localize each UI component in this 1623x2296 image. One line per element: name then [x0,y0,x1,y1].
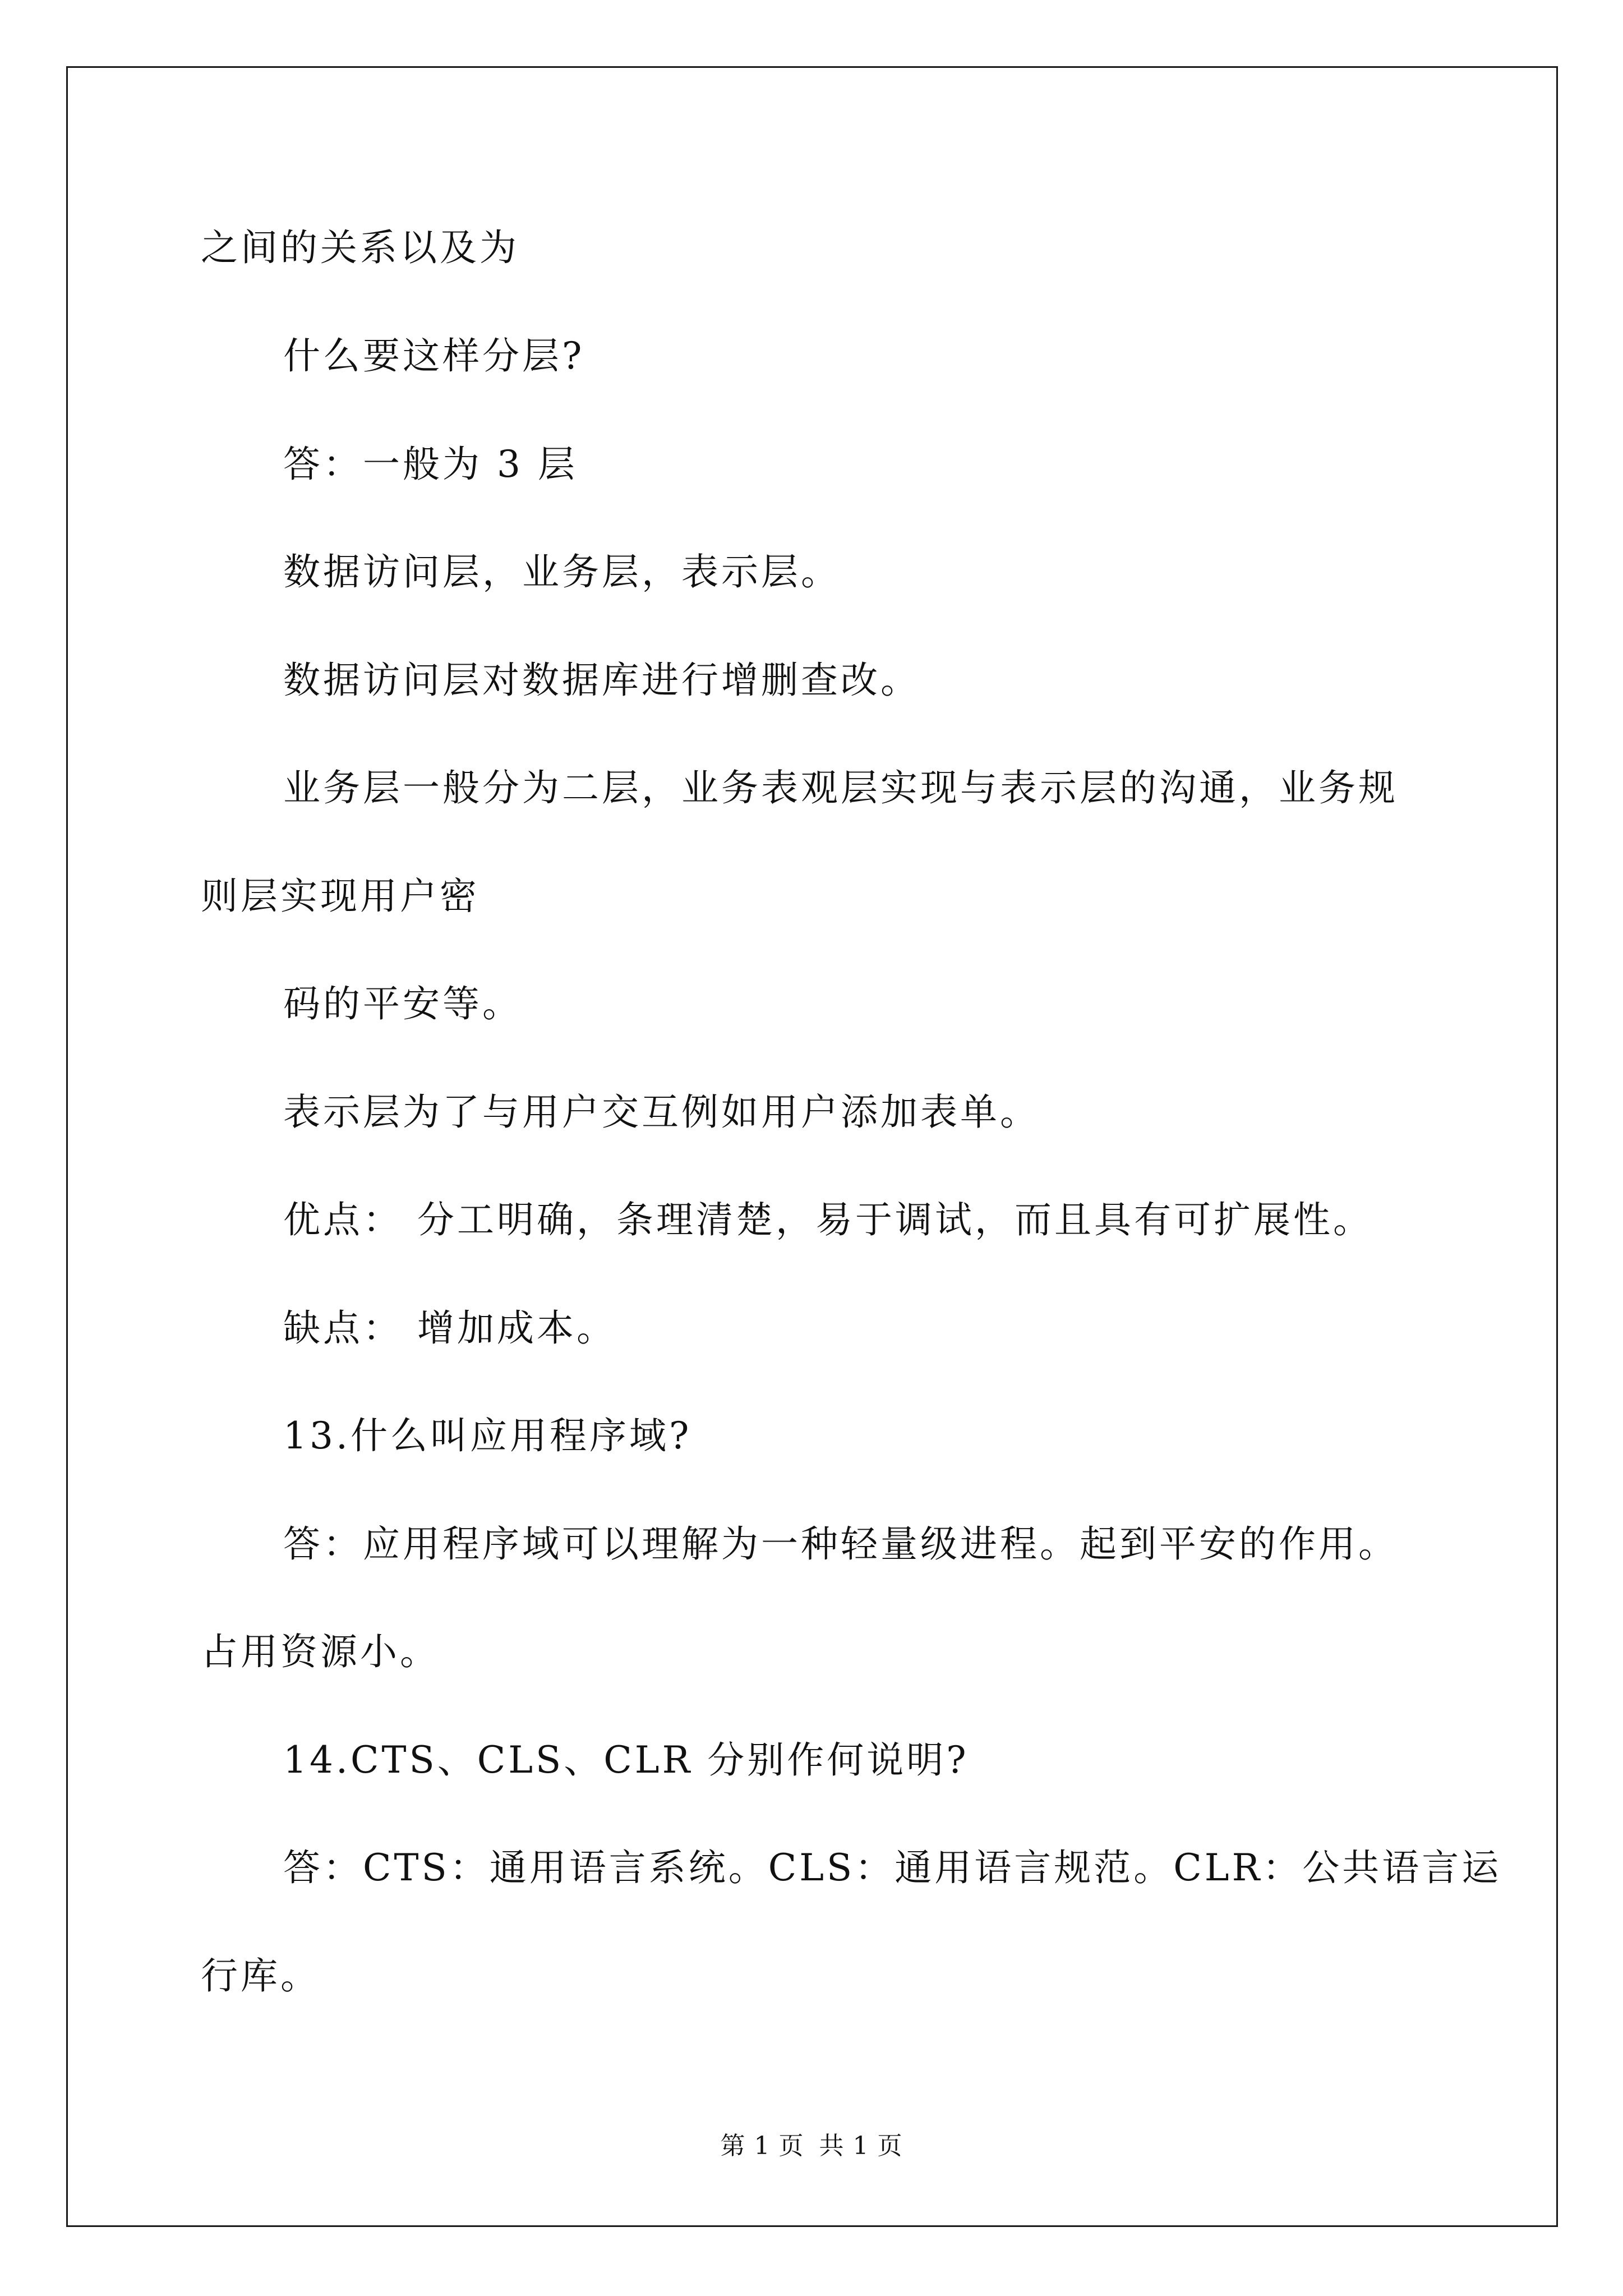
text-line-5: 数据访问层对数据库进行增删查改。 [283,659,920,702]
text-line-14: 占用资源小。 [201,1630,440,1673]
text-line-15: 14.CTS、CLS、CLR 分别作何说明? [283,1738,969,1782]
text-line-11: 缺点： 增加成本。 [283,1306,616,1350]
text-line-6: 业务层一般分为二层，业务表观层实现与表示层的沟通，业务规 [283,766,1398,809]
text-line-8: 码的平安等。 [283,982,522,1025]
text-line-16: 答：CTS：通用语言系统。CLS：通用语言规范。CLR：公共语言运 [283,1846,1502,1889]
page-footer [0,2131,1623,2162]
text-line-4: 数据访问层，业务层，表示层。 [283,550,841,593]
page-number-total: 共 1 页 [819,2132,903,2160]
text-line-12: 13.什么叫应用程序域? [283,1414,692,1457]
text-line-10: 优点： 分工明确，条理清楚，易于调试，而且具有可扩展性。 [283,1198,1373,1241]
text-line-13: 答：应用程序域可以理解为一种轻量级进程。起到平安的作用。 [283,1522,1398,1566]
page-border [66,66,1558,2227]
page-number-current: 第 1 页 [720,2132,804,2160]
text-line-9: 表示层为了与用户交互例如用户添加表单。 [283,1091,1040,1134]
text-line-1: 之间的关系以及为 [201,226,519,269]
text-line-7: 则层实现用户密 [201,875,479,918]
text-line-3: 答：一般为 3 层 [283,443,578,486]
text-line-17: 行库。 [201,1954,320,1998]
text-line-2: 什么要这样分层? [283,334,585,378]
